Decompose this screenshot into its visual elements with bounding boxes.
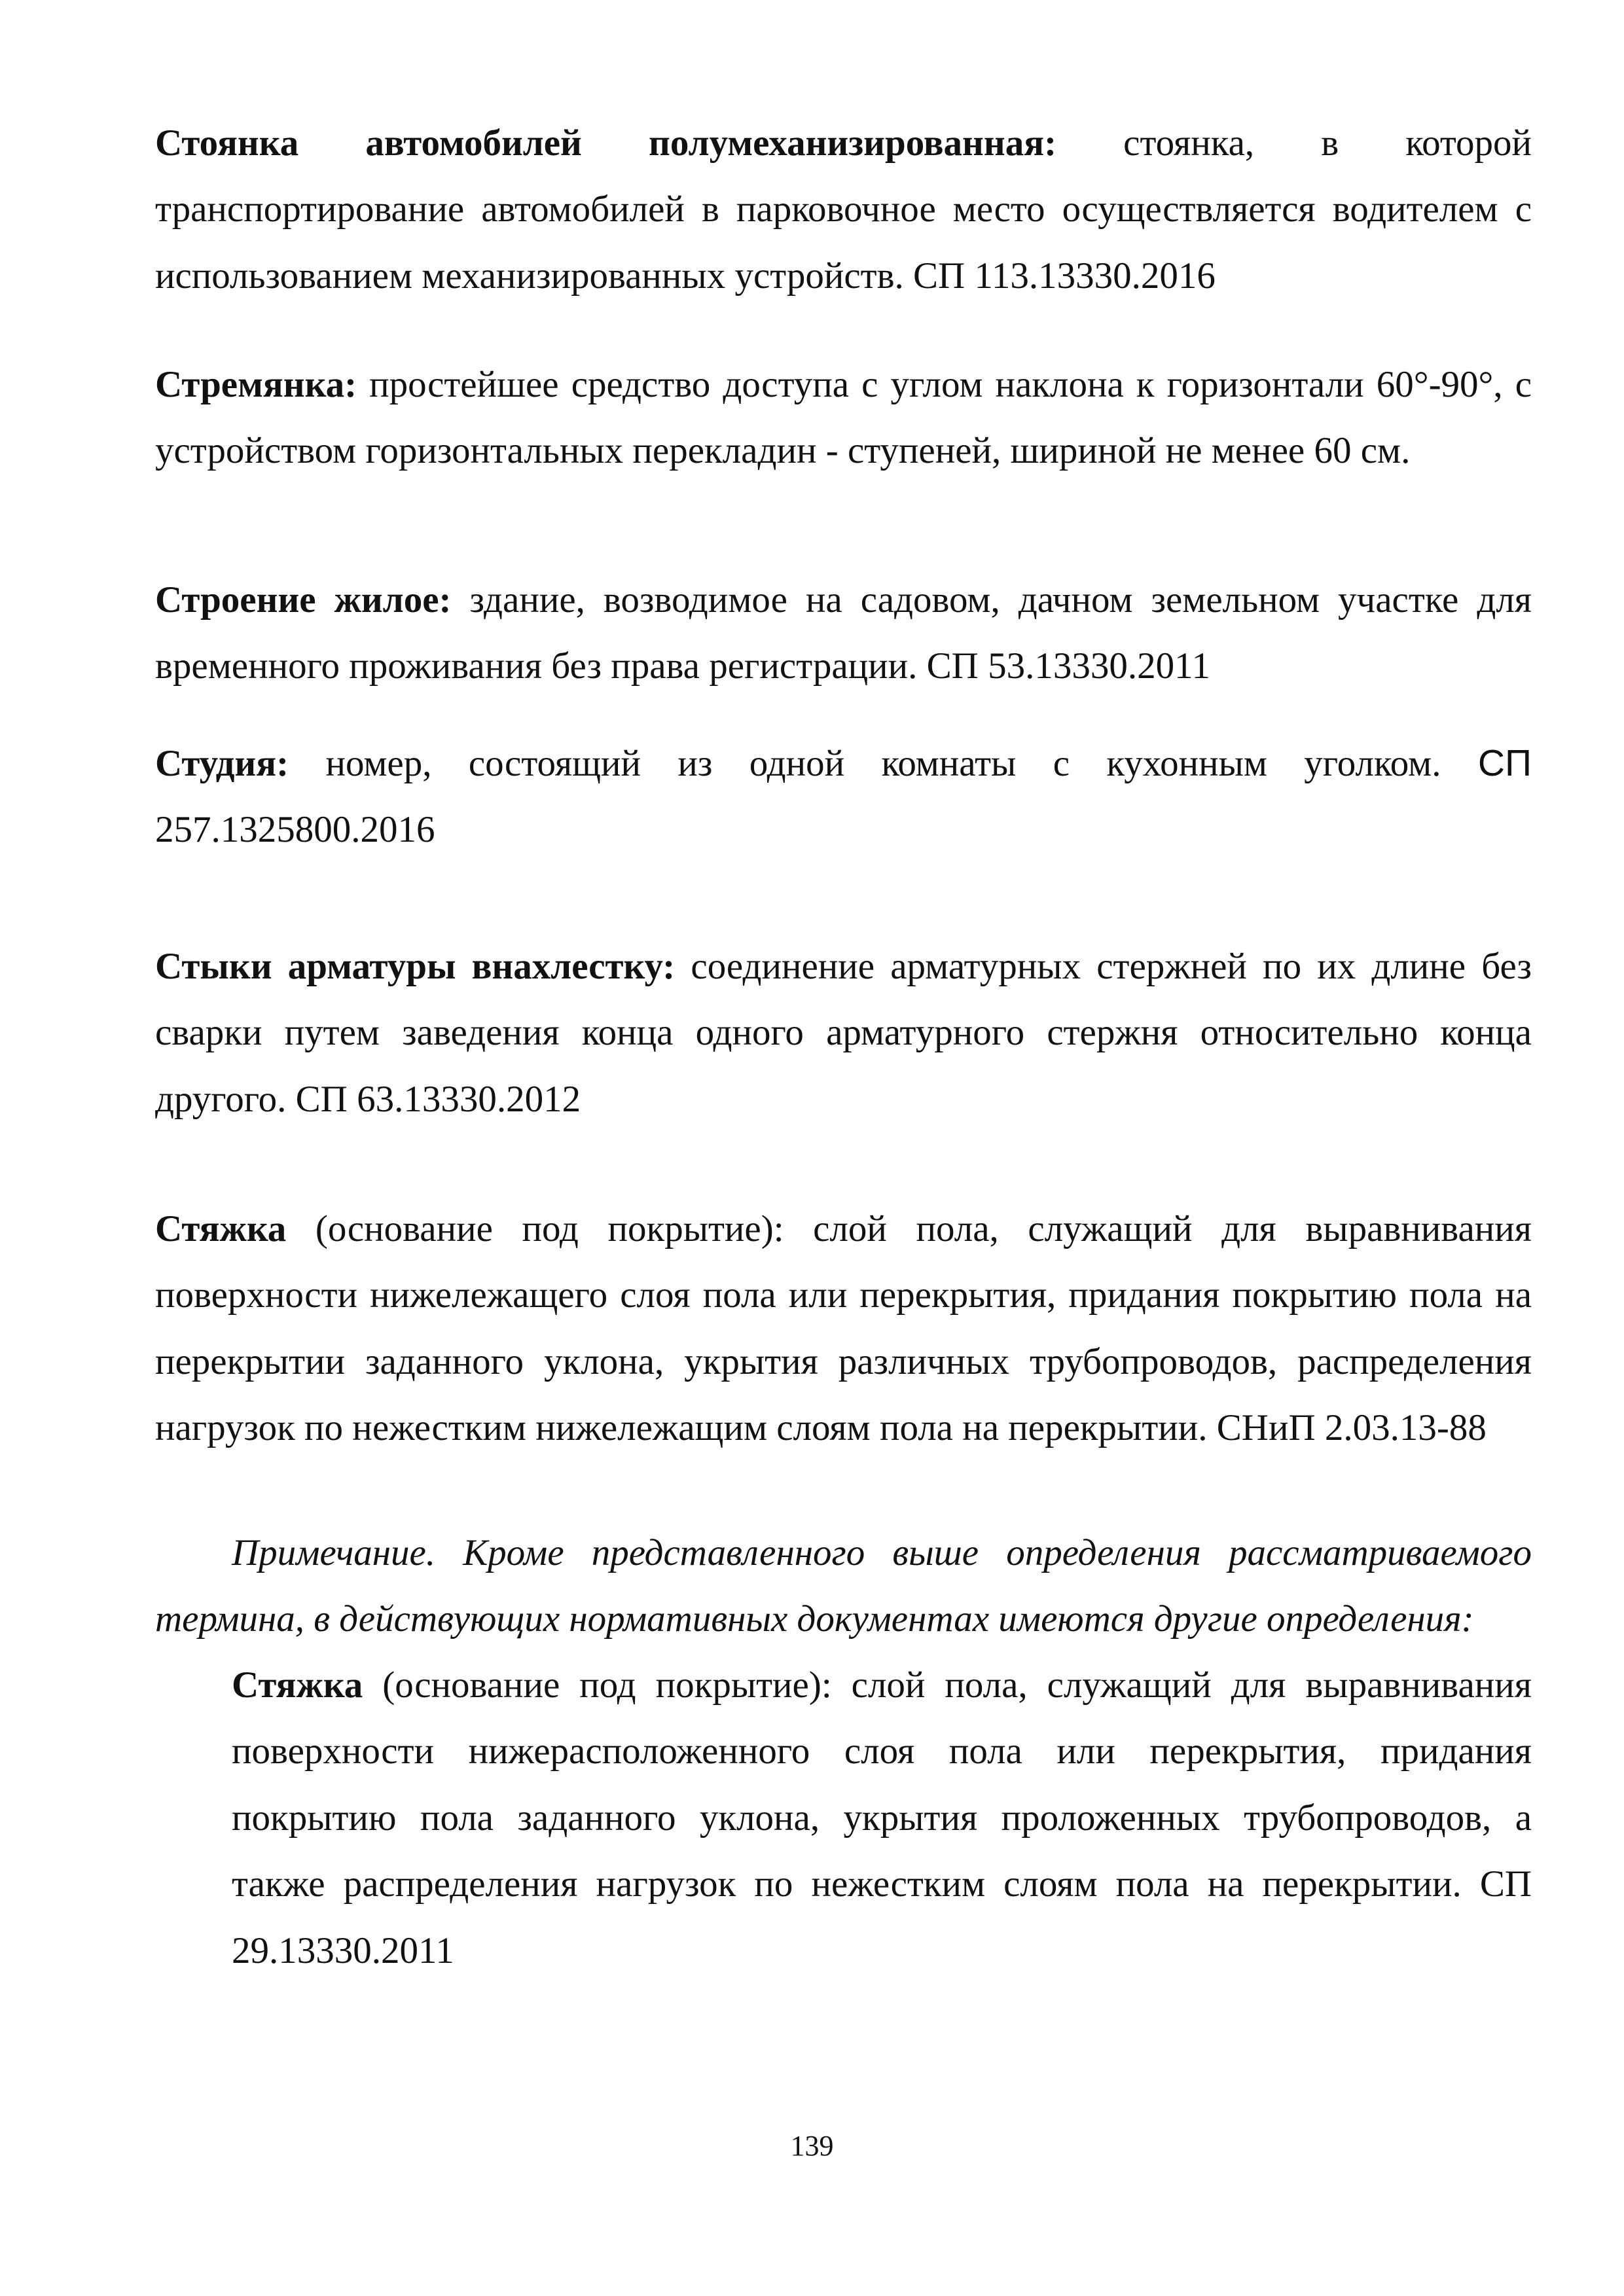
entry-definition: (основание под покрытие): слой пола, служащий для выравнивания поверхности нижележащего слоя пола или перекрытия, придания покрытию пола на перекрытии заданного уклона, укрытия различных трубопроводов, распределения нагрузок по нежестким нижележащим слоям пола на перекрытии. СНиП 2.03.13-88 xyxy=(155,1208,1532,1449)
entry-styazhka xyxy=(155,1196,1532,1462)
entry-stremyanka xyxy=(155,351,1532,484)
entry-term: Строение жилое: xyxy=(155,579,452,620)
entry-term: Студия: xyxy=(155,743,289,784)
entry-term: Стоянка автомобилей полумеханизированная: xyxy=(155,122,1057,164)
entry-definition: номер, состоящий из одной комнаты с кухонным уголком. xyxy=(289,743,1478,784)
entry-definition: стоянка, в которой транспортирование автомобилей в парковочное место осуществляется водителем с использованием механизированных устройств. СП 113.13330.2016 xyxy=(155,122,1532,296)
entry-definition: простейшее средство доступа с углом наклона к горизонтали 60°-90°, с устройством горизонтальных перекладин - ступеней, шириной не менее 60 см. xyxy=(155,364,1532,472)
entry-stoyanka xyxy=(155,110,1532,309)
entry-term: Стяжка xyxy=(232,1664,363,1706)
entry-definition: (основание под покрытие): слой пола, служащий для выравнивания поверхности нижерасположенного слоя пола или перекрытия, придания покрытию пола заданного уклона, укрытия проложенных трубопроводов, а также распределения нагрузок по нежестким слоям пола на перекрытии. СП 29.13330.2011 xyxy=(232,1664,1532,1971)
entry-definition: здание, возводимое на садовом, дачном земельном участке для временного проживания без права регистрации. СП 53.13330.2011 xyxy=(155,579,1532,687)
entry-styazhka-alt xyxy=(232,1652,1532,1984)
entry-term: Стяжка xyxy=(155,1208,287,1249)
note-paragraph: Примечание. Кроме представленного выше определения рассматриваемого термина, в действующих нормативных документах имеются другие определения: xyxy=(155,1532,1532,1640)
entry-reference-prefix: СП xyxy=(1477,742,1532,784)
entry-stroenie-zhiloe xyxy=(155,567,1532,700)
entry-styki-armatury xyxy=(155,933,1532,1132)
entry-studiya xyxy=(155,730,1532,863)
entry-term: Стремянка: xyxy=(155,364,357,405)
page-number: 139 xyxy=(790,2130,834,2162)
entry-reference: 257.1325800.2016 xyxy=(155,809,435,851)
entry-definition: соединение арматурных стержней по их длине без сварки путем заведения конца одного арматурного стержня относительно конца другого. СП 63.13330.2012 xyxy=(155,946,1532,1120)
entry-term: Стыки арматуры внахлестку: xyxy=(155,946,676,987)
